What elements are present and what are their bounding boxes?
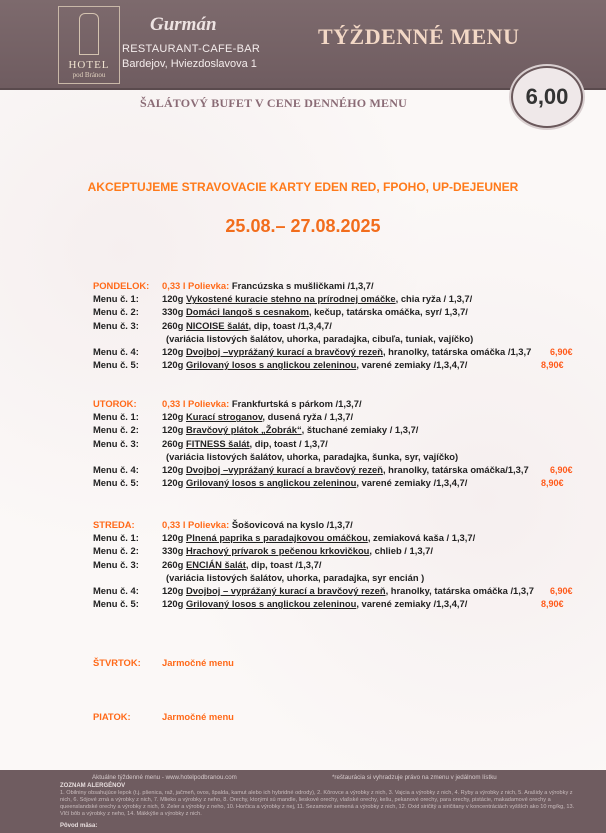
week-menu-title: TÝŽDENNÉ MENU bbox=[318, 24, 520, 49]
soup-prefix: 0,33 l Polievka: bbox=[162, 398, 232, 409]
day-label: ŠTVRTOK: bbox=[93, 657, 141, 668]
footer-disclaimer: *reštaurácia si vyhradzuje právo na zmenu v jedálnom lístku bbox=[332, 774, 497, 781]
menu-text bbox=[162, 559, 321, 571]
menu-text bbox=[162, 346, 531, 358]
menu-label: Menu č. 2: bbox=[93, 306, 139, 318]
dish-name: Grilovaný losos s anglickou zeleninou bbox=[185, 598, 357, 610]
day-content bbox=[162, 657, 234, 669]
dish-details: , dip, toast / 1,3,7/ bbox=[249, 437, 328, 449]
menu-weight: 330g bbox=[162, 306, 186, 318]
allergens-title: ZOZNAM ALERGÉNOV bbox=[60, 783, 126, 789]
dish-details: , dip, toast /1,3,7/ bbox=[245, 558, 322, 570]
menu-weight: 120g bbox=[162, 532, 186, 544]
menu-text bbox=[162, 464, 529, 476]
dish-name: Hrachový prívarok s pečenou krkovičkou bbox=[185, 545, 370, 557]
menu-weight: 120g bbox=[162, 424, 186, 436]
day-label: STREDA: bbox=[93, 519, 135, 530]
dish-details: , hranolky, tatárska omáčka/1,3,7 bbox=[382, 464, 529, 475]
dish-price: 6,90€ bbox=[550, 465, 573, 475]
dish-name: Grilovaný losos s anglickou zeleninou bbox=[185, 477, 357, 489]
menu-text bbox=[166, 451, 458, 463]
logo-sub-text: pod Bránou bbox=[72, 71, 106, 79]
dish-details: , varené zemiaky /1,3,4,7/ bbox=[356, 598, 468, 610]
menu-text bbox=[166, 333, 473, 345]
dish-details: (variácia listových šalátov, uhorka, paradajka, šunka, syr, vajíčko) bbox=[166, 450, 459, 462]
dish-name: Dvojboj –vyprážaný kurací a bravčový rezeň bbox=[185, 464, 383, 475]
menu-label: Menu č. 2: bbox=[93, 545, 139, 557]
menu-price-badge bbox=[511, 66, 583, 128]
dish-name: FITNESS šalát bbox=[185, 437, 250, 449]
day-label: PONDELOK: bbox=[93, 280, 150, 291]
dish-details: , varené zemiaky /1,3,4,7/ bbox=[356, 359, 468, 371]
day-content bbox=[162, 711, 234, 723]
menu-dates: 25.08.– 27.08.2025 bbox=[225, 216, 381, 236]
brand-name: Gurmán bbox=[150, 14, 217, 35]
soup-name: Francúzska s mušličkami /1,3,7/ bbox=[231, 280, 374, 291]
menu-label: Menu č. 2: bbox=[93, 424, 139, 436]
dish-details: , hranolky, tatárska omáčka /1,3,7 bbox=[382, 346, 532, 357]
menu-text bbox=[162, 585, 534, 597]
day-label: UTOROK: bbox=[93, 398, 137, 409]
dish-name: Grilovaný losos s anglickou zeleninou bbox=[185, 359, 357, 371]
allergens-list: 1. Obilniny obsahujúce lepok (t.j. pšenica, raž, jačmeň, ovos, špalda, kamut alebo ich hybridné odrody), 2. Kôrovce a výrobky z nich, 3. Vajcia a výrobky z nich, 4. Ryby a výrobky z nich, 5. Arašidy a výrobky z nich, 6. Sójové zrná a výrobky z nich, 7. Mlieko a výrobky z neho, 8. Orechy, ktorými sú mandle, lieskové orechy, vlašské orechy, kešu, pekanové orechy, para orechy, pistácie, makadamové orechy a queenslandské orechy a výrobky z nich, 9. Zeler a výrobky z neho, 10. Horčica a výrobky z nej, 11. Sezamové semená a výrobky z nich, 12. Oxid siričitý a siričitany v koncentráciách vyšších ako 10 mg/kg, 13. Vlčí bôb a výrobky z neho, 14. Mäkkýše a výrobky z nich. bbox=[60, 790, 575, 817]
menu-weight: 120g bbox=[162, 346, 186, 357]
menu-weight: 120g bbox=[162, 477, 186, 489]
menu-label: Menu č. 1: bbox=[93, 532, 139, 544]
menu-weight: 120g bbox=[162, 598, 186, 610]
menu-weight: 120g bbox=[162, 411, 186, 423]
menu-weight: 120g bbox=[162, 359, 186, 371]
dish-name: Plnená paprika s paradajkovou omáčkou bbox=[185, 532, 368, 544]
menu-label: Menu č. 4: bbox=[93, 346, 139, 357]
menu-label: Menu č. 3: bbox=[93, 319, 139, 331]
dish-name: Dvojboj –vyprážaný kurací a bravčový rezeň bbox=[185, 346, 383, 357]
dish-price: 8,90€ bbox=[541, 360, 564, 371]
soup-name: Šošovicová na kyslo /1,3,7/ bbox=[231, 519, 353, 530]
menu-weight: 120g bbox=[162, 464, 186, 475]
dish-details: , chlieb / 1,3,7/ bbox=[369, 545, 433, 557]
menu-weight: 260g bbox=[162, 558, 186, 570]
menu-weight: 260g bbox=[162, 437, 186, 449]
menu-label: Menu č. 3: bbox=[93, 558, 139, 570]
dish-name: Dvojboj – vyprážaný kurací a bravčový rezeň bbox=[185, 585, 386, 596]
menu-text bbox=[162, 293, 472, 305]
dish-details: , zemiaková kaša / 1,3,7/ bbox=[367, 532, 476, 544]
day-label: PIATOK: bbox=[93, 711, 131, 722]
dish-details: , chia ryža / 1,3,7/ bbox=[395, 293, 473, 305]
menu-label: Menu č. 5: bbox=[93, 359, 139, 371]
dish-details: (variácia listových šalátov, uhorka, paradajka, cibuľa, tuniak, vajíčko) bbox=[166, 332, 474, 344]
footer bbox=[0, 770, 606, 833]
dish-details: (variácia listových šalátov, uhorka, paradajka, syr encián ) bbox=[166, 571, 425, 583]
dish-details: , štuchané zemiaky / 1,3,7/ bbox=[301, 424, 419, 436]
dish-price: 8,90€ bbox=[541, 478, 564, 489]
dish-name: Domáci langoš s cesnakom bbox=[185, 306, 309, 318]
salad-buffet-note: ŠALÁTOVÝ BUFET V CENE DENNÉHO MENU bbox=[140, 96, 407, 110]
address: Bardejov, Hviezdoslavova 1 bbox=[122, 58, 257, 70]
soup-name: Frankfurtská s párkom /1,3,7/ bbox=[231, 398, 362, 409]
menu-text bbox=[162, 545, 433, 557]
menu-weight: 260g bbox=[162, 319, 186, 331]
dish-details: , hranolky, tatárska omáčka /1,3,7 bbox=[385, 585, 534, 596]
menu-text bbox=[162, 598, 467, 610]
menu-weight: 120g bbox=[162, 293, 186, 305]
day-content bbox=[162, 398, 362, 410]
special-menu: Jarmočné menu bbox=[162, 711, 234, 722]
restaurant-type: RESTAURANT-CAFE-BAR bbox=[122, 43, 261, 55]
soup-prefix: 0,33 l Polievka: bbox=[162, 519, 232, 530]
dish-details: , dusená ryža / 1,3,7/ bbox=[262, 411, 354, 423]
day-content bbox=[162, 519, 353, 531]
dish-price: 6,90€ bbox=[550, 347, 573, 357]
menu-text bbox=[162, 424, 418, 436]
menu-label: Menu č. 1: bbox=[93, 411, 139, 423]
logo-hotel-text: HOTEL bbox=[68, 59, 110, 71]
menu-text bbox=[166, 572, 424, 584]
dish-details: , kečup, tatárska omáčka, syr/ 1,3,7/ bbox=[308, 306, 468, 318]
menu-text bbox=[162, 477, 467, 489]
menu-text bbox=[162, 306, 468, 318]
menu-label: Menu č. 4: bbox=[93, 464, 139, 475]
dish-price: 8,90€ bbox=[541, 599, 564, 610]
meal-cards-note: AKCEPTUJEME STRAVOVACIE KARTY EDEN RED, FPOHO, UP-DEJEUNER bbox=[87, 180, 519, 194]
special-menu: Jarmočné menu bbox=[162, 657, 234, 668]
dish-name: NICOISE šalát bbox=[185, 319, 249, 331]
menu-weight: 120g bbox=[162, 585, 186, 596]
dish-name: Kurací stroganov bbox=[185, 411, 263, 423]
menu-text bbox=[162, 532, 475, 544]
menu-label: Menu č. 3: bbox=[93, 437, 139, 449]
menu-label: Menu č. 1: bbox=[93, 293, 139, 305]
menu-text bbox=[162, 359, 467, 371]
menu-text bbox=[162, 438, 328, 450]
hotel-logo bbox=[58, 6, 120, 84]
menu-text bbox=[162, 320, 332, 332]
menu-label: Menu č. 5: bbox=[93, 598, 139, 610]
header-banner bbox=[0, 0, 606, 90]
soup-prefix: 0,33 l Polievka: bbox=[162, 280, 232, 291]
menu-text bbox=[162, 411, 353, 423]
menu-label: Menu č. 4: bbox=[93, 585, 139, 596]
menu-label: Menu č. 5: bbox=[93, 477, 139, 489]
dish-details: , dip, toast /1,3,4,7/ bbox=[248, 319, 332, 331]
footer-website: Aktuálne týždenné menu - www.hotelpodbranou.com bbox=[92, 774, 237, 781]
day-content bbox=[162, 280, 374, 292]
dish-price: 6,90€ bbox=[550, 586, 573, 596]
menu-weight: 330g bbox=[162, 545, 186, 557]
menu-price: 6,00 bbox=[525, 84, 569, 109]
dish-name: ENCIÁN šalát bbox=[185, 558, 246, 570]
dish-name: Bravčový plátok „Žobrák“ bbox=[185, 424, 302, 436]
tower-icon bbox=[79, 13, 99, 55]
dish-name: Vykostené kuracie stehno na prírodnej omáčke bbox=[185, 293, 396, 305]
meat-origin: Pôvod mäsa: bbox=[60, 823, 98, 829]
dish-details: , varené zemiaky /1,3,4,7/ bbox=[356, 477, 468, 489]
